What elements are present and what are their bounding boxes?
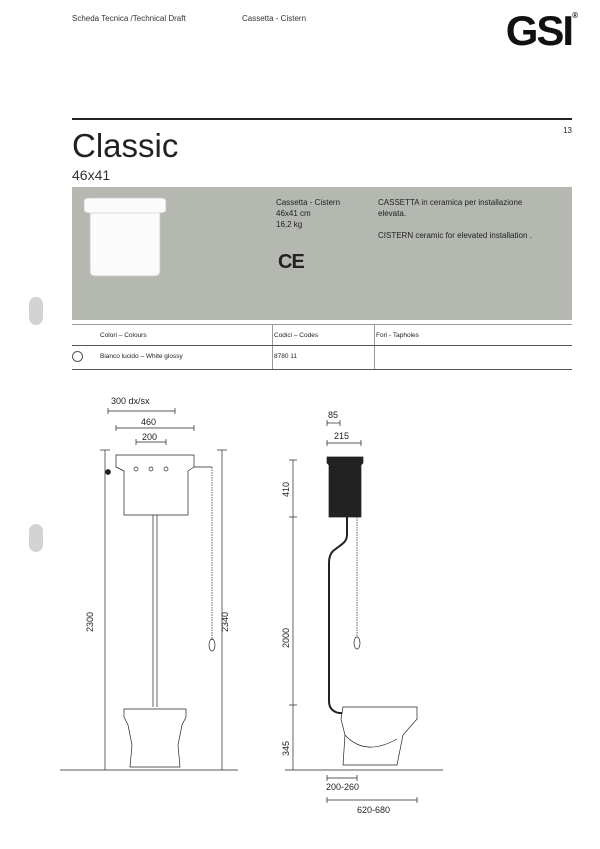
page-number: 13: [563, 126, 572, 135]
side-tab-top: [29, 297, 43, 325]
dim-projection: 620-680: [357, 805, 391, 815]
spec-line-2: 46x41 cm: [276, 209, 311, 218]
header-tapholes: Fori - Tapholes: [376, 332, 419, 339]
dim-pan-height: 345: [281, 740, 291, 756]
description-en: CISTERN ceramic for elevated installation .: [378, 231, 532, 240]
doc-type-label: Scheda Tecnica /Technical Draft: [72, 14, 186, 23]
description-it: CASSETTA in ceramica per installazione elevata.: [378, 198, 523, 218]
product-panel: [72, 187, 572, 320]
dim-pipe-height: 2000: [281, 627, 291, 648]
dim-width: 460: [141, 417, 157, 427]
table-header-row: [72, 324, 572, 346]
title-rule: [72, 118, 572, 120]
dim-holes: 200: [142, 432, 158, 442]
category-label: Cassetta - Cistern: [242, 14, 307, 23]
side-tab-bottom: [29, 524, 43, 552]
dim-top: 85: [328, 410, 339, 420]
cistern-photo: [80, 197, 170, 279]
dim-cistern-height: 410: [281, 481, 291, 497]
row-colour: Bianco lucido – White glossy: [100, 353, 183, 360]
colour-swatch: [72, 351, 83, 362]
ce-mark: CE: [278, 251, 304, 273]
brand-name: GSI: [505, 7, 573, 54]
side-view-drawing: [285, 405, 445, 815]
dim-handing: 300 dx/sx: [111, 396, 150, 406]
header-codes: Codici – Codes: [274, 332, 319, 339]
table-row: [72, 346, 572, 370]
spec-line-3: 16,2 kg: [276, 220, 303, 229]
dim-height-right: 2340: [220, 611, 230, 632]
brand-logo: [505, 7, 576, 54]
product-title: Classic: [72, 127, 179, 164]
codes-table: [72, 324, 572, 370]
registered-mark: ®: [572, 11, 576, 20]
dim-height-left: 2300: [85, 611, 95, 632]
dim-depth: 215: [334, 431, 350, 441]
row-code: 8780 11: [274, 353, 298, 360]
product-size: 46x41: [72, 167, 111, 183]
dim-outlet: 200-260: [326, 782, 360, 792]
front-view-drawing: [60, 395, 260, 785]
spec-line-1: Cassetta - Cistern: [276, 198, 341, 207]
header-colours: Colori – Colours: [100, 332, 147, 339]
